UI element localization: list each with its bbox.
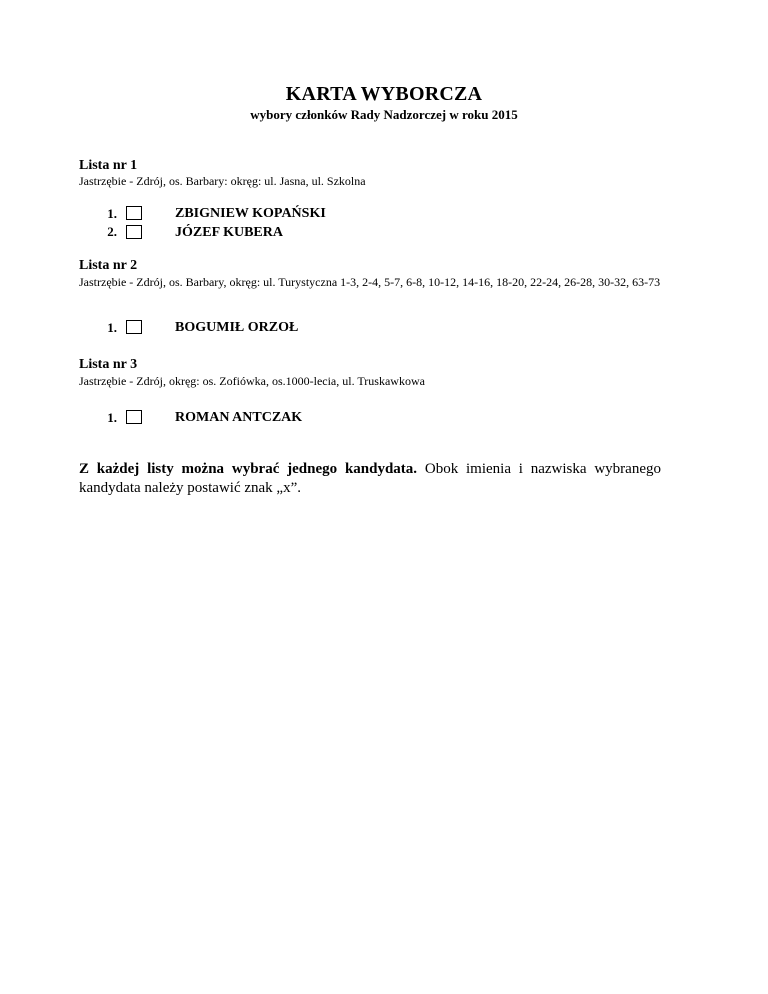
- page-subtitle: wybory członków Rady Nadzorczej w roku 2015: [250, 107, 518, 122]
- instruction-bold-text: Z każdej listy można wybrać jednego kandydata.: [79, 461, 418, 477]
- list-1-candidate-2-name: JÓZEF KUBERA: [175, 225, 283, 240]
- list-3-description: Jastrzębie - Zdrój, okręg: os. Zofiówka, os.1000-lecia, ul. Truskawkowa: [79, 374, 425, 388]
- list-1-candidate-1-name: ZBIGNIEW KOPAŃSKI: [175, 206, 326, 221]
- list-1-candidate-2-checkbox[interactable]: [126, 225, 142, 239]
- list-3-candidate-1-name: ROMAN ANTCZAK: [175, 410, 303, 425]
- voting-instruction: [79, 460, 661, 498]
- list-1-candidate-1-number: 1.: [107, 206, 117, 221]
- list-2-candidate-1-number: 1.: [107, 320, 117, 335]
- list-3-candidate-1-checkbox[interactable]: [126, 410, 142, 424]
- list-3-candidate-1-number: 1.: [107, 410, 117, 425]
- list-2-candidate-1-checkbox[interactable]: [126, 320, 142, 334]
- list-3-heading: Lista nr 3: [79, 357, 138, 372]
- list-1-description: Jastrzębie - Zdrój, os. Barbary: okręg: ul. Jasna, ul. Szkolna: [79, 174, 366, 188]
- list-1-heading: Lista nr 1: [79, 158, 138, 173]
- page-title: KARTA WYBORCZA: [285, 83, 483, 105]
- list-1-candidate-2-number: 2.: [107, 224, 117, 239]
- list-2-candidate-1-name: BOGUMIŁ ORZOŁ: [175, 320, 299, 335]
- list-2-heading: Lista nr 2: [79, 258, 138, 273]
- list-1-candidate-1-checkbox[interactable]: [126, 206, 142, 220]
- instruction-text: Obok imienia i nazwiska wybranego kandydata należy postawić znak „x”.: [79, 461, 661, 496]
- list-2-description: Jastrzębie - Zdrój, os. Barbary, okręg: ul. Turystyczna 1-3, 2-4, 5-7, 6-8, 10-12, 14-16, 18-20, 22-24, 26-28, 30-32, 63-73: [79, 275, 661, 289]
